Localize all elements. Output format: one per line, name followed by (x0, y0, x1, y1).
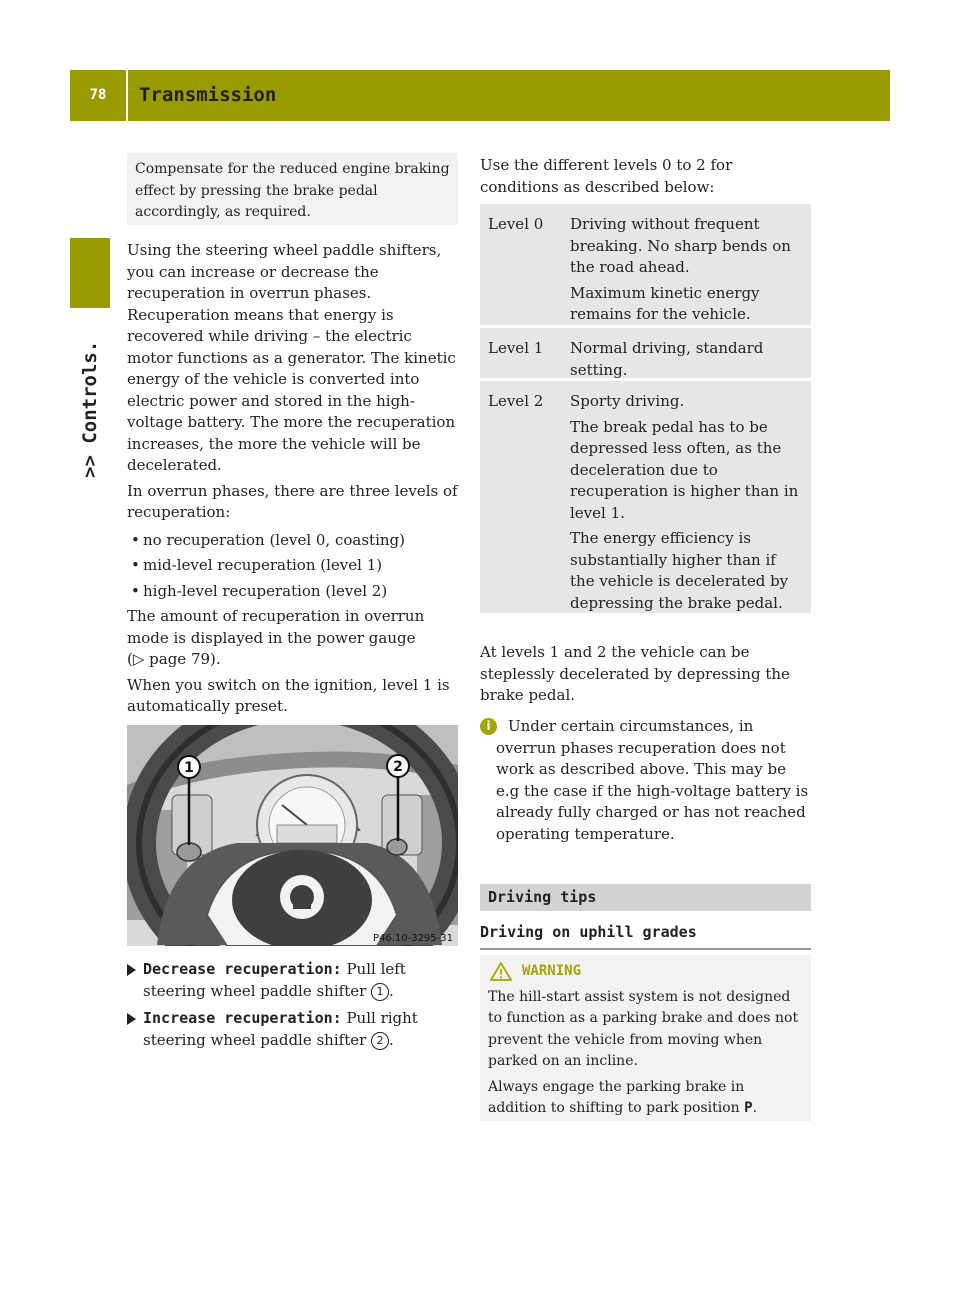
list-item: • high-level recuperation (level 2) (127, 581, 460, 603)
power-gauge-text: The amount of recuperation in overrun mode is displayed in the power gauge (127, 607, 425, 647)
level-line: The energy efficiency is substantially higher than if the vehicle is decelerated by depressing the brake pedal. (570, 529, 789, 612)
level-description (570, 328, 811, 378)
level-label: Level 0 (488, 215, 544, 233)
side-tab-marker (70, 238, 110, 308)
table-row (480, 328, 811, 378)
subsection-heading: Driving on uphill grades (480, 922, 811, 950)
paragraph-deceleration (480, 642, 812, 707)
info-text: Under certain circumstances, in overrun phases recuperation does not work as described above. This may be e.g the case if the high-voltage battery is already fully charged or has not reached operating temperature. (496, 717, 809, 843)
warning-text-part: Always engage the parking brake in addition to shifting to park position (488, 1078, 745, 1116)
level-line: Sporty driving. (570, 392, 685, 410)
page-title: Transmission (139, 83, 277, 106)
section-heading (480, 884, 811, 911)
level-line: Driving without frequent breaking. No sharp bends on the road ahead. (570, 215, 791, 276)
side-tab (70, 318, 110, 478)
gear-position: P (744, 1100, 753, 1116)
warning-heading (488, 961, 806, 983)
steps-list (127, 959, 460, 1051)
paragraph-power-gauge (127, 606, 460, 671)
list-item: • no recuperation (level 0, coasting) (127, 530, 460, 552)
callout-ref-2: 2 (371, 1032, 389, 1050)
figure-code: P46.10-3295-31 (372, 933, 453, 944)
level-label: Level 1 (488, 339, 544, 357)
level-line: Normal driving, standard setting. (570, 339, 764, 379)
info-icon: i (480, 718, 497, 735)
info-note (480, 716, 812, 845)
levels-intro (480, 155, 812, 198)
step-end: . (389, 981, 394, 1000)
steering-wheel-illustration (127, 725, 458, 946)
step-text: Pull right steering wheel paddle shifter (143, 1009, 418, 1049)
left-column-text (127, 240, 460, 718)
step-arrow-icon (127, 964, 136, 976)
paragraph-levels-intro: In overrun phases, there are three levels of recuperation: (127, 481, 458, 521)
section-title: Driving tips (488, 888, 597, 906)
deceleration-text: At levels 1 and 2 the vehicle can be steplessly decelerated by depressing the brake pedal. (480, 643, 790, 704)
callout-1: 1 (184, 760, 194, 776)
callout-ref-1: 1 (371, 983, 389, 1001)
step-end: . (389, 1030, 394, 1049)
side-tab-label: >> Controls. (79, 340, 101, 478)
levels-table (480, 204, 811, 616)
header-divider (126, 70, 128, 121)
list-item: • mid-level recuperation (level 1) (127, 555, 460, 577)
table-row (480, 204, 811, 325)
step-title: Decrease recuperation: (143, 960, 342, 978)
intro-text: Use the different levels 0 to 2 for conditions as described below: (480, 156, 733, 196)
step-title: Increase recuperation: (143, 1009, 342, 1027)
warning-text-2 (488, 1077, 806, 1120)
table-row (480, 381, 811, 613)
note-text: Compensate for the reduced engine braking effect by pressing the brake pedal accordingly, as required. (135, 161, 450, 220)
step-increase (127, 1008, 460, 1051)
warning-box (480, 955, 811, 1121)
warning-text: The hill-start assist system is not designed to function as a parking brake and does not prevent the vehicle from moving when parked on an incline. (488, 988, 799, 1069)
step-text: Pull left steering wheel paddle shifter (143, 960, 406, 1000)
page-number: 78 (89, 86, 107, 103)
warning-text-end: . (752, 1100, 758, 1116)
step-arrow-icon (127, 1013, 136, 1025)
warning-triangle-icon (490, 962, 512, 981)
paragraph-ignition: When you switch on the ignition, level 1 is automatically preset. (127, 675, 450, 715)
warning-title: WARNING (522, 963, 582, 979)
steering-wheel-figure (127, 725, 458, 946)
level-label: Level 2 (488, 392, 544, 410)
level-line: Maximum kinetic energy remains for the vehicle. (570, 283, 760, 323)
level-description (570, 204, 811, 325)
level-description (570, 381, 811, 613)
paragraph-recuperation: Using the steering wheel paddle shifters, you can increase or decrease the recuperation in overrun phases. Recuperation means that energy is recovered while driving – the electric motor functions as a generator. The kinetic energy of the vehicle is converted into electric power and stored in the high-voltage battery. The more the recuperation increases, the more the vehicle will be decelerated. (127, 241, 456, 474)
note-box (127, 153, 458, 225)
level-line: The break pedal has to be depressed less often, as the deceleration due to recuperation is higher than in level 1. (570, 417, 799, 522)
callout-2: 2 (393, 759, 403, 775)
page-reference-link[interactable]: (▷ page 79). (127, 650, 221, 668)
step-decrease (127, 959, 460, 1002)
levels-list (127, 530, 460, 603)
